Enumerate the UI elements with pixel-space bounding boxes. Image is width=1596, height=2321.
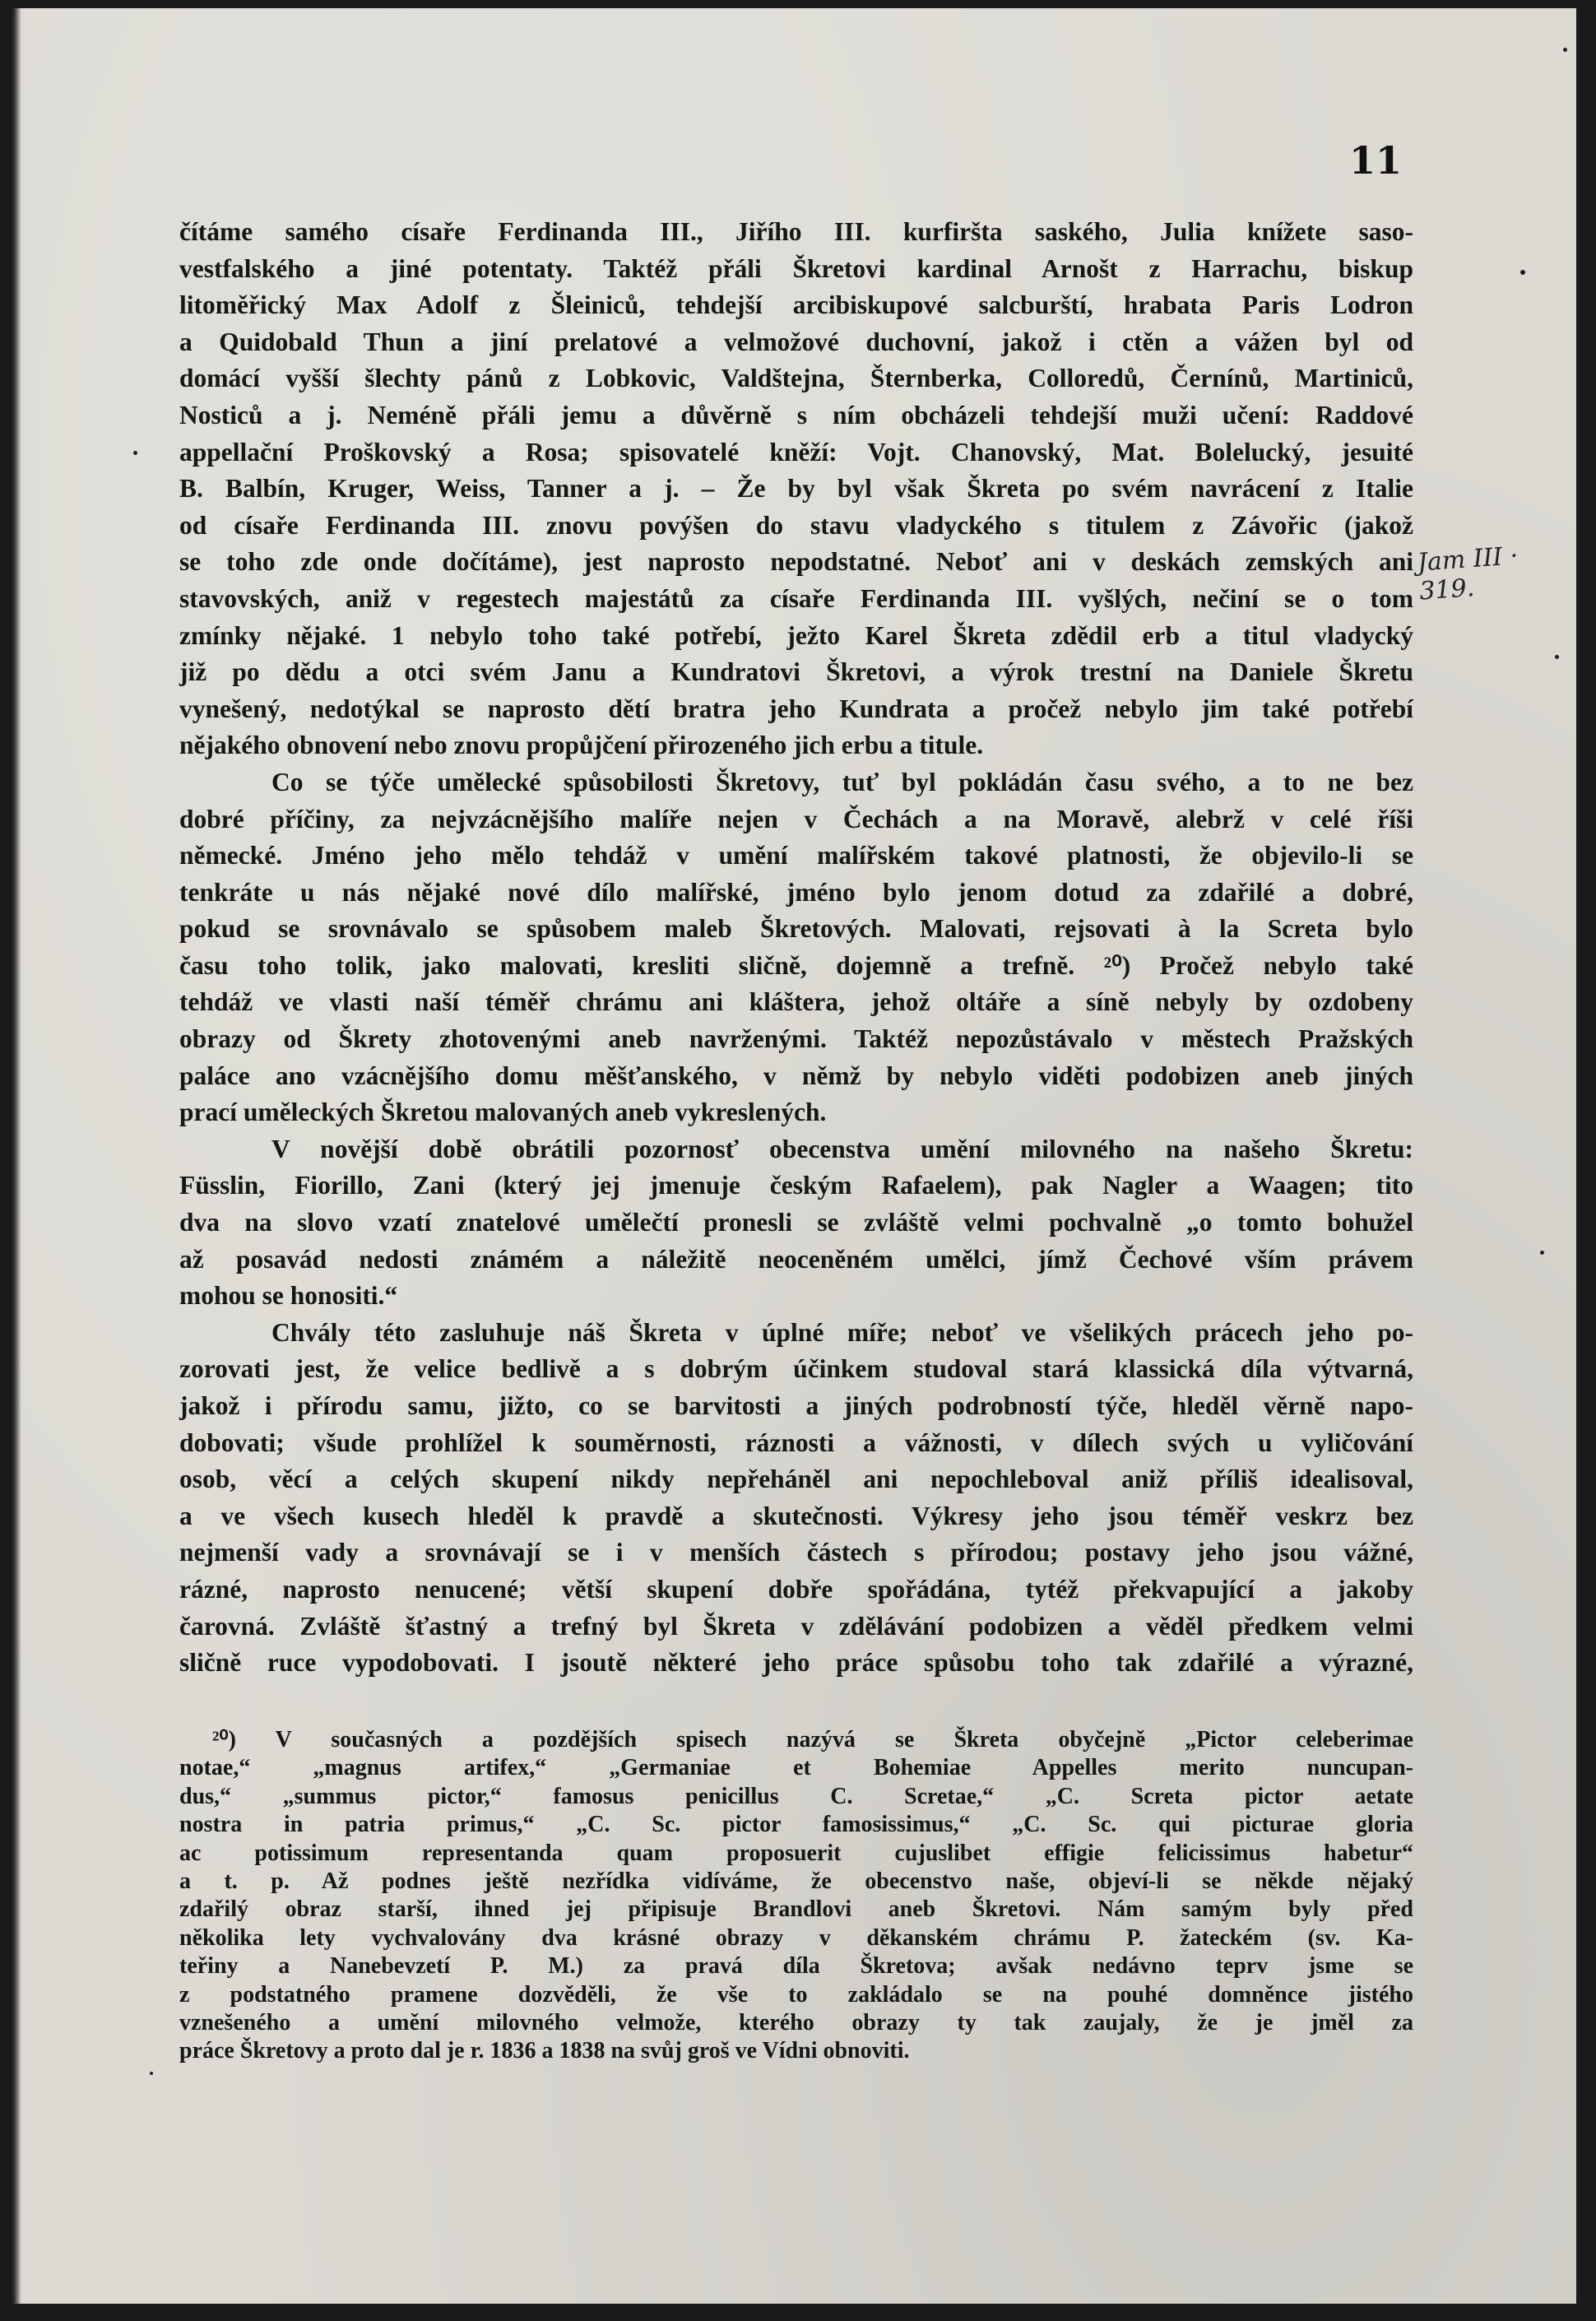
body-text-line: zmínky nějaké. 1 nebylo toho také potřebí, ježto Karel Škreta zdědil erb a titul vladycký xyxy=(179,620,1413,650)
footnote-line: ²⁰) V současných a pozdějších spisech nazývá se Škreta obyčejně „Pictor celeberimae xyxy=(212,1727,1413,1752)
footnote-line: z podstatného pramene dozvěděli, že vše to zakládalo se na pouhé domněnce jistého xyxy=(179,1981,1413,2008)
body-text-line: rázné, naprosto nenucené; větší skupení dobře spořádána, tytéž překvapující a jakoby xyxy=(179,1574,1413,1604)
body-text-line: dobré příčiny, za nejvzácnějšího malíře nejen v Čechách a na Moravě, alebrž v celé říši xyxy=(179,804,1413,833)
body-text-line: čítáme samého císaře Ferdinanda III., Jiřího III. kurfiršta saského, Julia knížete saso- xyxy=(179,217,1413,246)
body-text-line: německé. Jméno jeho mělo tehdáž v umění malířském takové platnosti, že objevilo-li se xyxy=(179,841,1413,870)
body-text-line: dobovati; všude prohlížel k souměrnosti, ráznosti a vážnosti, v dílech svých u vyličování xyxy=(179,1427,1413,1457)
footnote-block xyxy=(179,1726,1413,2066)
body-text-line: vynešený, nedotýkal se naprosto dětí bratra jeho Kundrata a pročež nebylo jim také potřebí xyxy=(179,694,1413,723)
body-text-line: obrazy od Škrety zhotovenými aneb navrženými. Taktéž nepozůstávalo v městech Pražských xyxy=(179,1024,1413,1054)
body-text-line: B. Balbín, Kruger, Weiss, Tanner a j. – Že by byl však Škreta po svém navrácení z Italie xyxy=(179,474,1413,504)
footnote-line: práce Škretovy a proto dal je r. 1836 a 1838 na svůj groš ve Vídni obnoviti. xyxy=(179,2038,910,2064)
body-text-line: vestfalského a jiné potentaty. Taktéž přáli Škretovi kardinal Arnošt z Harrachu, biskup xyxy=(179,253,1413,283)
scan-speck xyxy=(133,451,137,455)
body-text-line: V novější době obrátili pozornosť obecenstva umění milovného na našeho Škretu: xyxy=(271,1134,1413,1163)
body-text-line: domácí vyšší šlechty pánů z Lobkovic, Valdštejna, Šternberka, Colloredů, Černínů, Martiniců, xyxy=(179,364,1413,393)
body-text-line: pokud se srovnávalo se spůsobem maleb Škretových. Malovati, rejsovati à la Screta bylo xyxy=(179,914,1413,944)
scan-edge-shadow xyxy=(10,8,21,2304)
footnote-line: notae,“ „magnus artifex,“ „Germaniae et Bohemiae Appelles merito nuncupan- xyxy=(179,1755,1413,1781)
body-text-line: času toho tolik, jako malovati, kresliti sličně, dojemně a trefně. ²⁰) Pročež nebylo také xyxy=(179,950,1413,980)
body-text-line: osob, věcí a celých skupení nikdy nepřeháněl ani nepochleboval aniž příliš idealisoval, xyxy=(179,1465,1413,1494)
footnote-line: několika lety vychvalovány dva krásné obrazy v děkanském chrámu P. žateckém (sv. Ka- xyxy=(179,1924,1413,1951)
scan-speck xyxy=(150,2072,153,2075)
body-text-line: čarovná. Zvláště šťastný a trefný byl Škreta v zdělávání podobizen a věděl předkem velmi xyxy=(179,1611,1413,1641)
footnote-line: dus,“ „summus pictor,“ famosus penicillus C. Scretae,“ „C. Screta pictor aetate xyxy=(179,1783,1413,1809)
page-number: 11 xyxy=(1349,138,1403,183)
body-text-line: Nosticů a j. Neméně přáli jemu a důvěrně s ním obcházeli tehdejší muži učení: Raddové xyxy=(179,400,1413,429)
body-text-line: dva na slovo vzatí znatelové umělečtí pronesli se zvláště velmi pochvalně „o tomto bohužel xyxy=(179,1208,1413,1237)
body-text-line: Co se týče umělecké spůsobilosti Škretovy, tuť byl pokládán času svého, a to ne bez xyxy=(271,767,1413,796)
body-text-line: mohou se honositi.“ xyxy=(179,1281,398,1311)
body-text-line: nejmenší vady a srovnávají se i v menších částech s přírodou; postavy jeho jsou vážné, xyxy=(179,1538,1413,1567)
footnote-line: nostra in patria primus,“ „C. Sc. pictor famosissimus,“ „C. Sc. qui picturae gloria xyxy=(179,1812,1413,1838)
body-text-line: litoměřický Max Adolf z Šleiniců, tehdejší arcibiskupové salcburští, hrabata Paris Lodron xyxy=(179,290,1413,320)
body-text-line: až posavád nedosti známém a náležitě neoceněném umělci, jímž Čechové vším právem xyxy=(179,1244,1413,1274)
body-text-line: tehdáž ve vlasti naší téměř chrámu ani kláštera, jehož oltáře a síně nebyly by ozdobeny xyxy=(179,987,1413,1017)
footnote-line: ac potissimum representanda quam proposuerit cujuslibet effigie felicissimus habetur“ xyxy=(179,1840,1413,1866)
main-text-body xyxy=(179,214,1413,1682)
body-text-line: Chvály této zasluhuje náš Škreta v úplné míře; neboť ve všelikých prácech jeho po- xyxy=(271,1317,1413,1347)
scan-speck xyxy=(1520,270,1525,275)
body-text-line: sličně ruce vypodobovati. I jsoutě některé jeho práce spůsobu toho tak zdařilé a výrazné, xyxy=(179,1648,1413,1678)
footnote-line: teřiny a Nanebevzetí P. M.) za pravá díla Škretova; avšak nedávno teprv jsme se xyxy=(179,1953,1413,1980)
body-text-line: Füsslin, Fiorillo, Zani (který jej jmenuje českým Rafaelem), pak Nagler a Waagen; tito xyxy=(179,1171,1413,1200)
footnote-line: vznešeného a umění milovného velmože, kterého obrazy ty tak zaujaly, že je jměl za xyxy=(179,2010,1413,2036)
body-text-line: jakož i přírodu samu, jižto, co se barvitosti a jiných podrobností týče, hleděl věrně napo- xyxy=(179,1391,1413,1420)
footnote-line: zdařilý obraz starší, ihned jej připisuje Brandlovi aneb Škretovi. Nám samým byly před xyxy=(179,1896,1413,1923)
scanned-page xyxy=(10,8,1576,2304)
body-text-line: od císaře Ferdinanda III. znovu povýšen do stavu vladyckého s titulem z Závořic (jakož xyxy=(179,510,1413,540)
body-text-line: již po dědu a otci svém Janu a Kundratovi Škretovi, a výrok trestní na Daniele Škretu xyxy=(179,657,1413,687)
scan-speck xyxy=(1540,1251,1544,1255)
body-text-line: paláce ano vzácnějšího domu měšťanského, v němž by nebylo viděti podobizen aneb jiných xyxy=(179,1061,1413,1090)
body-text-line: a Quidobald Thun a jiní prelatové a velmožové duchovní, jakož i ctěn a vážen byl od xyxy=(179,327,1413,356)
body-text-line: tenkráte u nás nějaké nové dílo malířské, jméno bylo jenom dotud za zdařilé a dobré, xyxy=(179,877,1413,907)
body-text-line: stavovských, aniž v regestech majestátů za císaře Ferdinanda III. vyšlých, nečiní se o tom xyxy=(179,583,1413,613)
footnote-line: a t. p. Až podnes ještě nezřídka vidíváme, že obecenstvo naše, objeví-li se někde nějaký xyxy=(179,1868,1413,1895)
body-text-line: prací uměleckých Škretou malovaných aneb vykreslených. xyxy=(179,1098,827,1127)
body-text-line: se toho zde onde dočítáme), jest naprosto nepodstatné. Neboť ani v deskách zemských ani xyxy=(179,547,1413,577)
handwritten-margin-note: Jam III · 319. xyxy=(1416,541,1519,606)
body-text-line: a ve všech kusech hleděl k pravdě a skutečnosti. Výkresy jeho jsou téměř veskrz bez xyxy=(179,1501,1413,1530)
body-text-line: appellační Proškovský a Rosa; spisovatelé kněží: Vojt. Chanovský, Mat. Bolelucký, jesuité xyxy=(179,437,1413,467)
scan-speck xyxy=(1563,48,1567,52)
body-text-line: zorovati jest, že velice bedlivě a s dobrým účinkem studoval stará klassická díla výtvarná, xyxy=(179,1354,1413,1384)
scan-speck xyxy=(1555,655,1559,659)
body-text-line: nějakého obnovení nebo znovu propůjčení přirozeného jich erbu a titule. xyxy=(179,731,984,760)
